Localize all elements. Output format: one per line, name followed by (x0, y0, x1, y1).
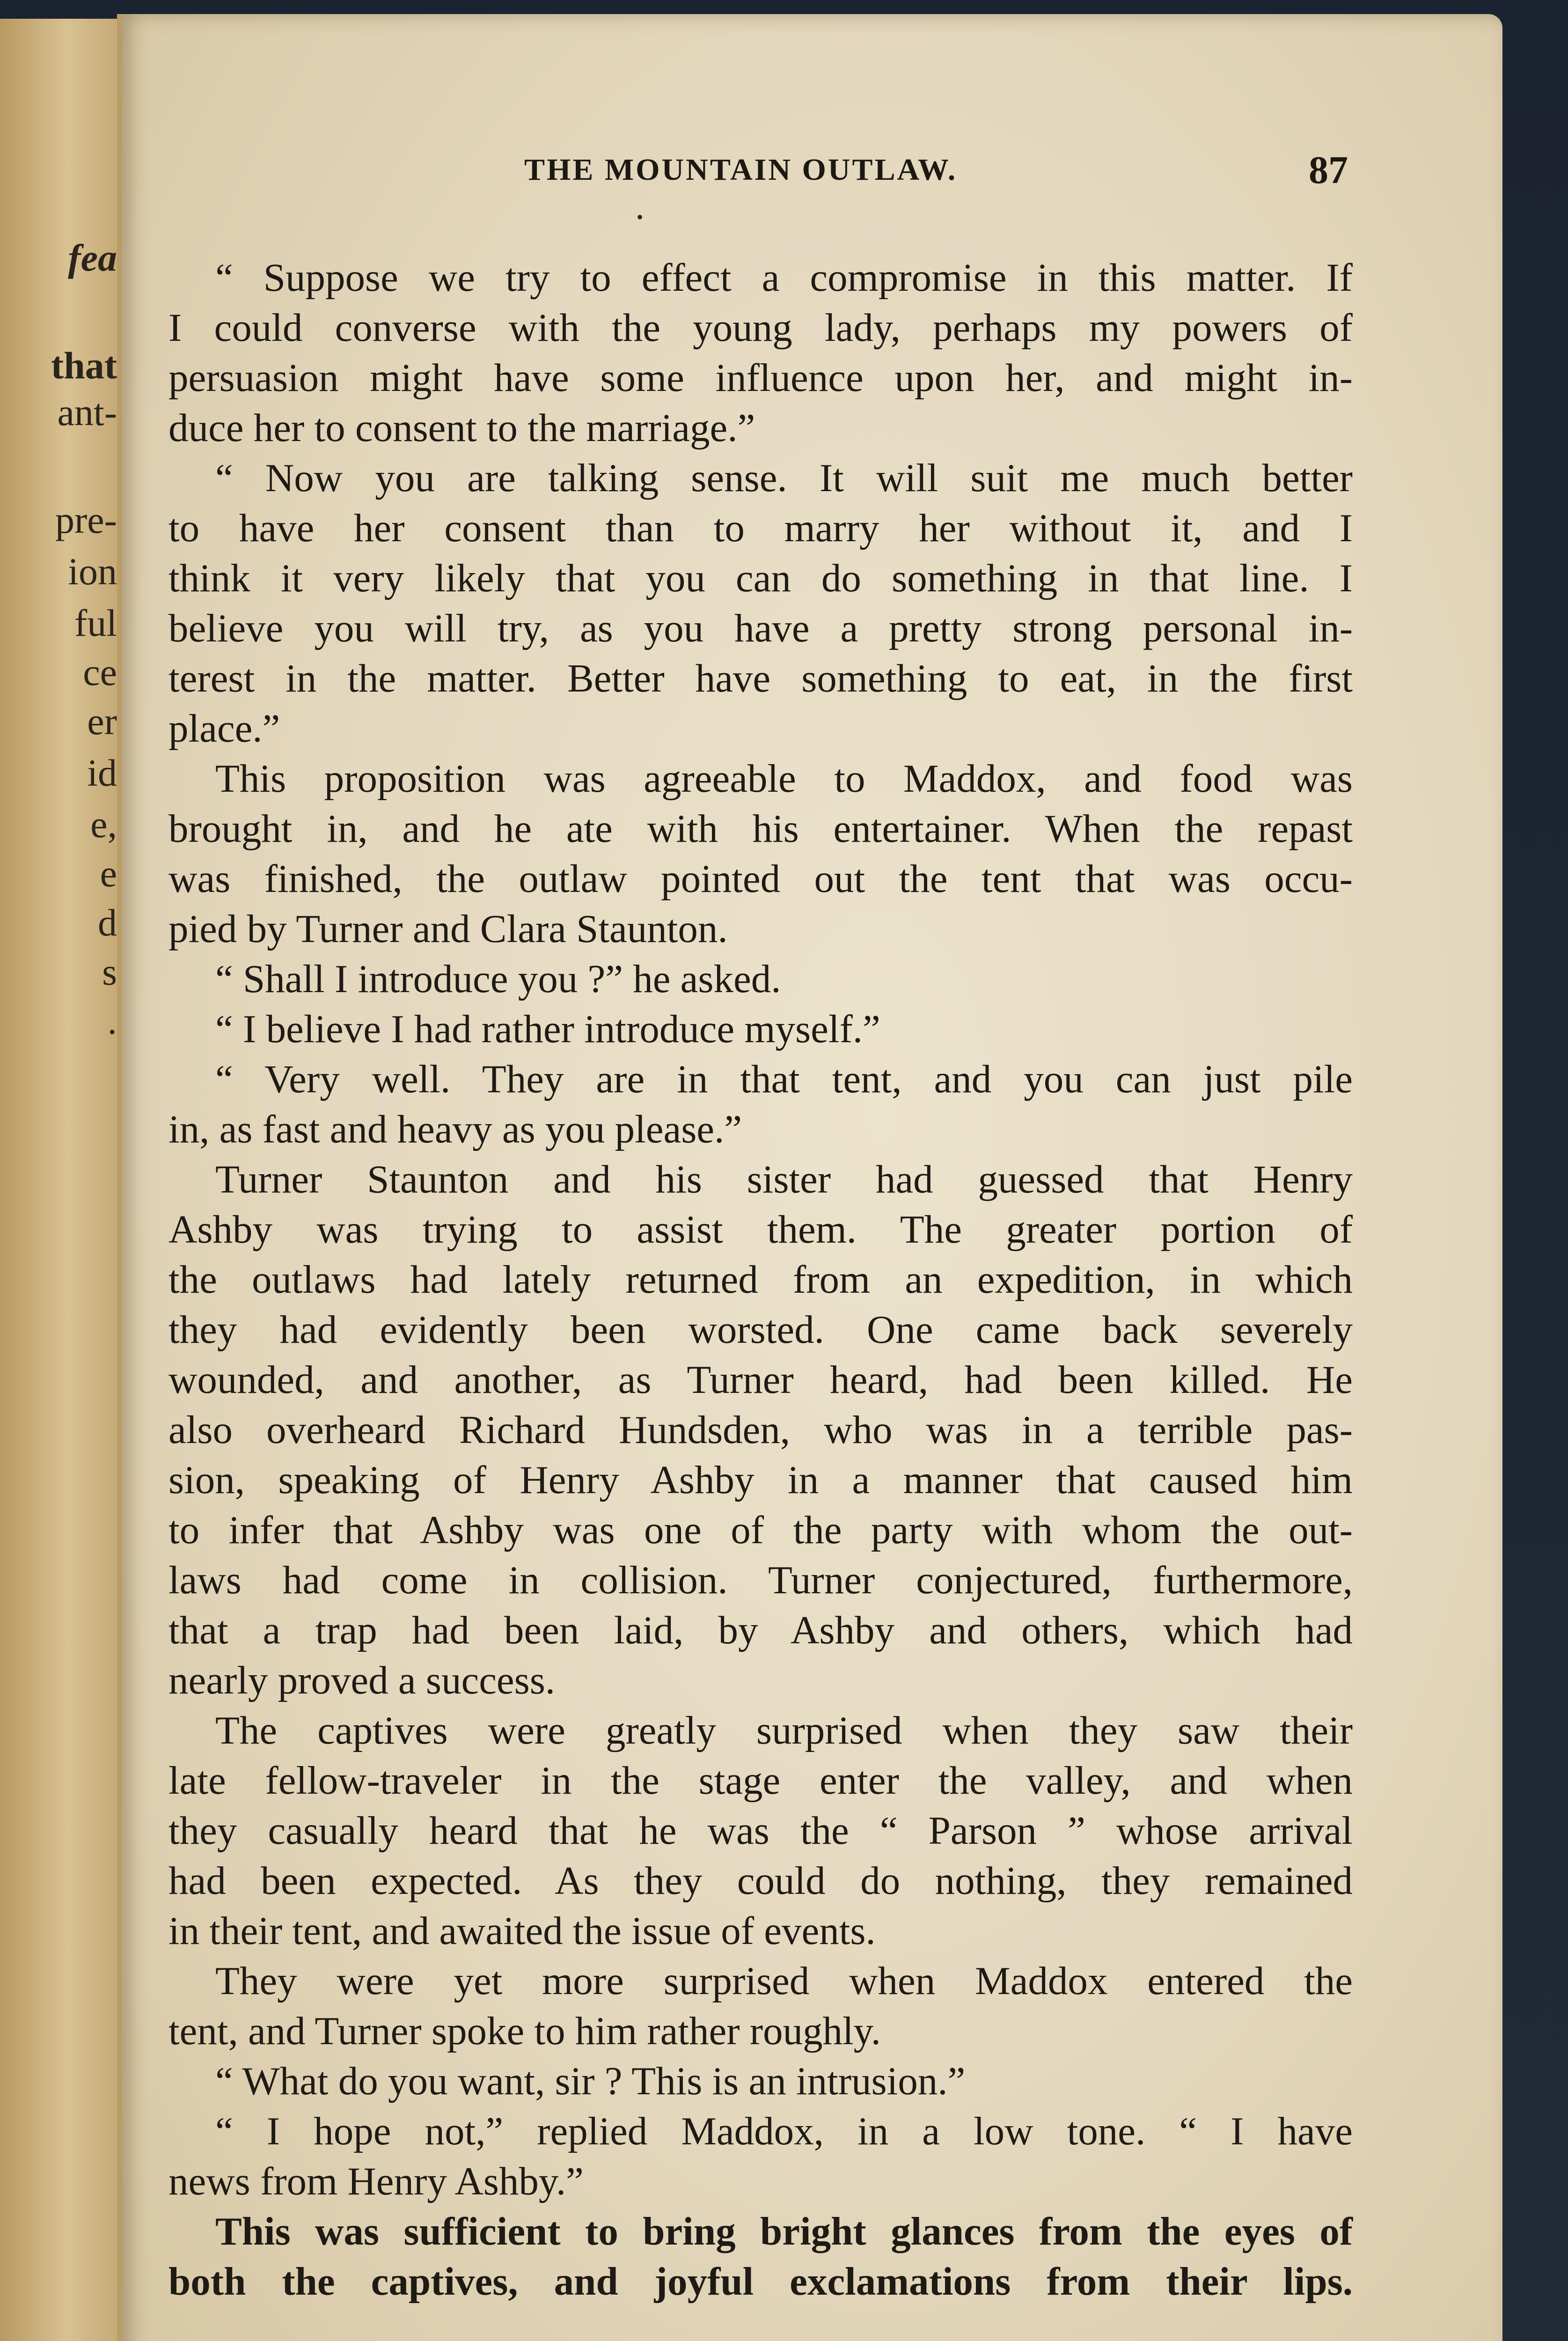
text-line: believe you will try, as you have a pretty strong personal in- (169, 606, 1353, 650)
text-line: late fellow-traveler in the stage enter the valley, and when (169, 1759, 1353, 1803)
facing-fragment: er (87, 700, 117, 743)
facing-fragment: ant- (57, 391, 117, 434)
text-line: pied by Turner and Clara Staunton. (169, 907, 728, 951)
text-line: laws had come in collision. Turner conjectured, furthermore, (169, 1558, 1353, 1602)
text-line: place.” (169, 707, 280, 751)
text-line: “ Now you are talking sense. It will suit me much better (215, 456, 1353, 500)
text-line: I could converse with the young lady, perhaps my powers of (169, 306, 1353, 350)
text-line: “ Suppose we try to effect a compromise in this matter. If (215, 256, 1353, 300)
facing-fragment: e, (90, 803, 117, 846)
text-line: “ Very well. They are in that tent, and you can just pile (215, 1057, 1353, 1101)
text-line: “ What do you want, sir ? This is an intrusion.” (215, 2059, 966, 2103)
text-line: think it very likely that you can do something in that line. I (169, 556, 1353, 600)
text-line: wounded, and another, as Turner heard, had been killed. He (169, 1358, 1353, 1402)
text-line: brought in, and he ate with his entertainer. When the repast (169, 807, 1353, 851)
text-line: “ Shall I introduce you ?” he asked. (215, 957, 781, 1001)
text-line: both the captives, and joyful exclamations from their lips. (169, 2260, 1353, 2304)
facing-fragment: . (107, 1000, 117, 1042)
text-line: tent, and Turner spoke to him rather roughly. (169, 2009, 881, 2053)
text-line: sion, speaking of Henry Ashby in a manner that caused him (169, 1458, 1353, 1502)
text-line: they casually heard that he was the “ Parson ” whose arrival (169, 1809, 1353, 1853)
facing-page-edge (0, 19, 125, 2341)
text-line: Ashby was trying to assist them. The greater portion of (169, 1207, 1353, 1251)
text-line: terest in the matter. Better have something to eat, in the first (169, 656, 1353, 700)
text-line: to have her consent than to marry her without it, and I (169, 506, 1353, 550)
text-line: Turner Staunton and his sister had guessed that Henry (215, 1157, 1353, 1201)
text-line: that a trap had been laid, by Ashby and others, which had (169, 1608, 1353, 1652)
facing-fragment: d (98, 901, 117, 944)
facing-fragment: id (87, 751, 117, 794)
text-line: also overheard Richard Hundsden, who was in a terrible pas- (169, 1408, 1353, 1452)
text-line: news from Henry Ashby.” (169, 2159, 584, 2203)
text-line: This proposition was agreeable to Maddox, and food was (215, 757, 1353, 801)
text-line: was finished, the outlaw pointed out the tent that was occu- (169, 857, 1353, 901)
text-line: in, as fast and heavy as you please.” (169, 1107, 742, 1151)
body-text (169, 253, 1353, 2307)
text-line: “ I hope not,” replied Maddox, in a low tone. “ I have (215, 2109, 1353, 2153)
text-line: The captives were greatly surprised when they saw their (215, 1708, 1353, 1752)
text-line: they had evidently been worsted. One came back severely (169, 1308, 1353, 1352)
facing-fragment: ful (74, 602, 117, 644)
text-line: to infer that Ashby was one of the party with whom the out- (169, 1508, 1353, 1552)
text-line: This was sufficient to bring bright glances from the eyes of (215, 2209, 1353, 2253)
text-line: in their tent, and awaited the issue of events. (169, 1909, 876, 1953)
facing-fragment: fea (68, 236, 117, 279)
text-line: “ I believe I had rather introduce myself.” (215, 1007, 880, 1051)
page-number: 87 (1309, 148, 1348, 192)
text-line: nearly proved a success. (169, 1658, 556, 1702)
facing-fragment: pre- (55, 499, 117, 541)
text-line: persuasion might have some influence upon her, and might in- (169, 356, 1353, 400)
printer-mark: • (637, 206, 644, 228)
text-line: duce her to consent to the marriage.” (169, 406, 755, 450)
text-line: the outlaws had lately returned from an expedition, in which (169, 1258, 1353, 1302)
text-line: They were yet more surprised when Maddox entered the (215, 1959, 1353, 2003)
facing-fragment: e (100, 852, 117, 895)
facing-fragment: ce (83, 651, 117, 693)
facing-fragment: that (51, 344, 117, 387)
facing-fragment: ion (68, 550, 117, 593)
facing-fragment: s (102, 950, 117, 993)
book-page (117, 14, 1502, 2341)
text-line: had been expected. As they could do nothing, they remained (169, 1859, 1353, 1903)
running-title: THE MOUNTAIN OUTLAW. (524, 153, 958, 187)
